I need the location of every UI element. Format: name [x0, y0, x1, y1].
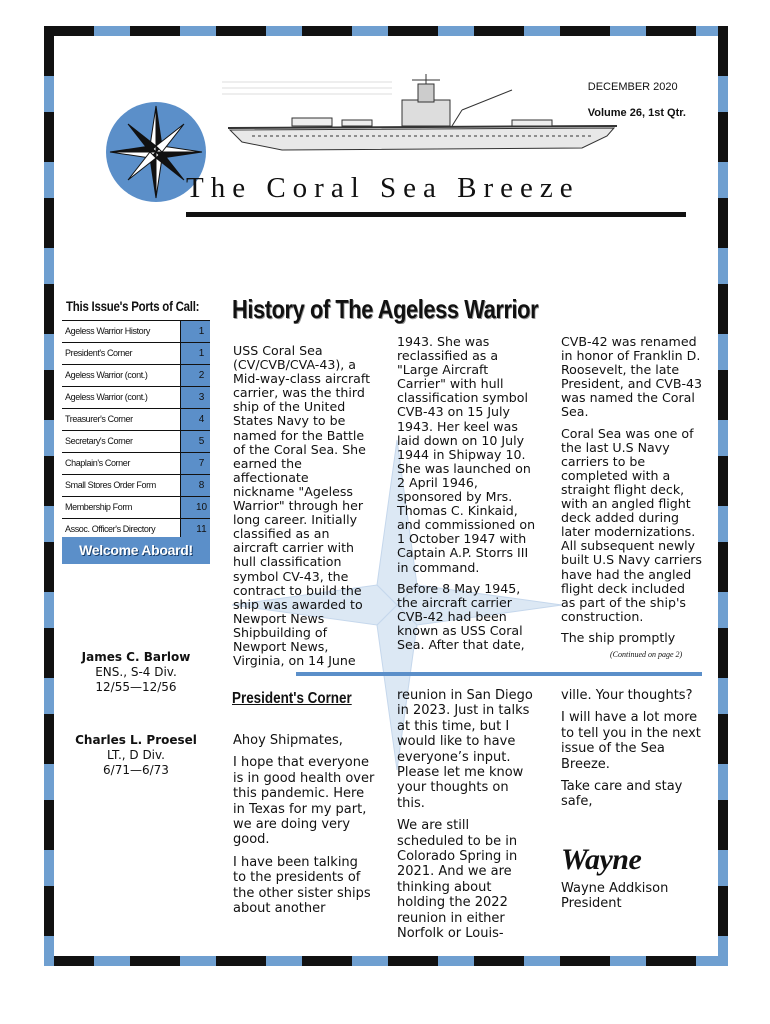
history-heading: History of The Ageless Warrior — [232, 294, 539, 324]
president-heading: President's Corner — [232, 690, 352, 707]
section-divider — [296, 672, 702, 676]
president-paragraph: I will have a lot more to tell you in the next issue of the Sea Breeze. — [561, 710, 701, 772]
member-years: 6/71—6/73 — [103, 763, 169, 777]
president-paragraph: I hope that everyone is in good health over this pandemic. Here in Texas for my part, we are doing very good. — [233, 755, 375, 848]
toc-label: Assoc. Officer's Directory — [62, 519, 180, 540]
toc-label: Small Stores Order Form — [62, 475, 180, 496]
president-column-2 — [397, 688, 539, 949]
history-column-1 — [233, 344, 373, 675]
toc-row — [62, 431, 210, 453]
history-paragraph: Coral Sea was one of the last U.S Navy carriers to be completed with a straight flight deck, with an angled flight deck added during later modernizations. All subsequent newly built U.S Navy carriers have had the angled flight deck included as part of the ship's construction. — [561, 425, 702, 624]
president-column-3 — [561, 688, 706, 817]
member-name: Charles L. Proesel — [75, 733, 197, 747]
toc-label: Chaplain's Corner — [62, 453, 180, 474]
president-name: Wayne Addkison — [561, 881, 669, 896]
toc-row — [62, 497, 210, 519]
toc-label: Membership Form — [62, 497, 180, 518]
history-paragraph: 1943. She was reclassified as a "Large Aircraft Carrier" with hull classification symbol CVB-43 on 15 July 1943. Her keel was laid down on 10 July 1944 in Shipway 10. She was launched on 2 April 1946, sponsored by Mrs. Thomas C. Kinkaid, and commissioned on 1 October 1947 with Captain A.P. Storrs III in command. — [397, 334, 536, 575]
president-paragraph: Take care and stay safe, — [561, 779, 683, 810]
toc-row — [62, 453, 210, 475]
toc-row — [62, 365, 210, 387]
toc-page-number: 11 — [180, 519, 210, 540]
toc-page-number: 2 — [180, 365, 210, 386]
member-rank: ENS., S-4 Div. — [95, 665, 177, 679]
member-entry — [66, 650, 206, 695]
toc-label: Treasurer's Corner — [62, 409, 180, 430]
continued-note: (Continued on page 2) — [610, 650, 683, 659]
president-title: President — [561, 896, 622, 912]
issue-date: DECEMBER 2020 — [587, 81, 678, 93]
member-entry — [66, 733, 206, 778]
toc-label: President's Corner — [62, 343, 180, 364]
toc-row — [62, 387, 210, 409]
issue-volume: Volume 26, 1st Qtr. — [587, 107, 686, 119]
toc-label: Ageless Warrior History — [62, 321, 180, 342]
president-paragraph: ville. Your thoughts? — [561, 688, 693, 703]
toc-row — [62, 475, 210, 497]
history-paragraph: Before 8 May 1945, the aircraft carrier CVB-42 had been known as USS Coral Sea. After that date, — [397, 580, 525, 652]
history-paragraph: USS Coral Sea (CV/CVB/CVA-43), a Mid-way-class aircraft carrier, was the third ship of the United States Navy to be named for the Battle of the Coral Sea. She earned the affectionate nickname "Ageless Warrior" through her long career. Initially classified as an aircraft carrier with hull classification symbol CV-43, the contract to build the ship was awarded to Newport News Shipbuilding of Newport News, Virginia, on 14 June — [233, 343, 371, 669]
toc-page-number: 4 — [180, 409, 210, 430]
toc-page-number: 1 — [180, 343, 210, 364]
history-column-3 — [561, 335, 703, 652]
president-paragraph: reunion in San Diego in 2023. Just in talks at this time, but I would like to have everyone’s input. Please let me know your thoughts on this. — [397, 688, 533, 811]
toc-row — [62, 320, 210, 343]
signature: Wayne — [561, 843, 642, 876]
history-paragraph: The ship promptly — [561, 629, 676, 645]
ports-heading: This Issue's Ports of Call: — [66, 298, 200, 314]
toc-page-number: 5 — [180, 431, 210, 452]
member-name: James C. Barlow — [81, 650, 191, 664]
president-paragraph: We are still scheduled to be in Colorado Spring in 2021. And we are thinking about holding the 2022 reunion in either Norfolk or Louis- — [397, 818, 518, 942]
president-signoff — [561, 881, 706, 912]
toc-label: Secretary's Corner — [62, 431, 180, 452]
toc-page-number: 8 — [180, 475, 210, 496]
welcome-banner: Welcome Aboard! — [62, 537, 210, 564]
toc-page-number: 7 — [180, 453, 210, 474]
toc-row — [62, 409, 210, 431]
member-years: 12/55—12/56 — [95, 680, 177, 694]
history-column-2 — [397, 335, 539, 659]
title-rule — [186, 212, 686, 217]
toc-page-number: 1 — [180, 321, 210, 342]
toc-row — [62, 343, 210, 365]
toc-label: Ageless Warrior (cont.) — [62, 365, 180, 386]
president-paragraph: Ahoy Shipmates, — [233, 733, 343, 748]
newsletter-title: The Coral Sea Breeze — [186, 172, 580, 204]
member-rank: LT., D Div. — [107, 748, 165, 762]
toc-page-number: 3 — [180, 387, 210, 408]
president-paragraph: I have been talking to the presidents of the other sister ships about another — [233, 854, 371, 917]
president-column-1 — [233, 733, 375, 923]
history-paragraph: CVB-42 was renamed in honor of Franklin D. Roosevelt, the late President, and CVB-43 was named the Coral Sea. — [561, 334, 703, 420]
table-of-contents — [62, 320, 210, 541]
aircraft-carrier-illustration — [222, 70, 622, 170]
toc-page-number: 10 — [180, 497, 210, 518]
toc-label: Ageless Warrior (cont.) — [62, 387, 180, 408]
